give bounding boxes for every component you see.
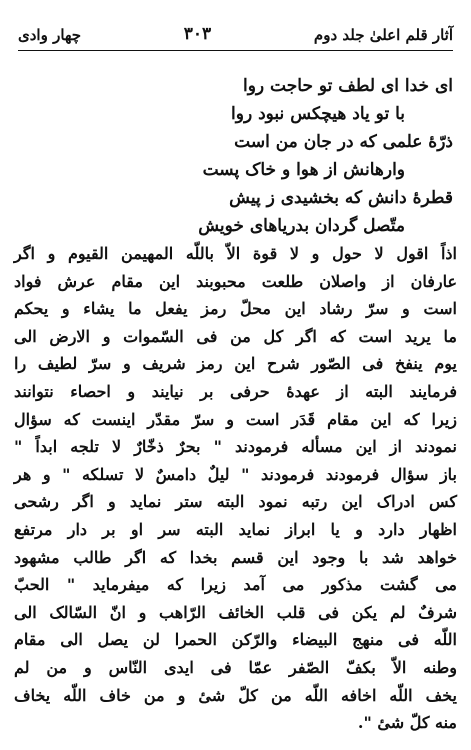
text-line: فرمایند البته از عهدهٔ حرفی بر نیایند و احصاء نتوانند	[14, 381, 457, 401]
poem-line: ای خدا ای لطف تو حاجت روا	[243, 76, 453, 96]
text-line: وطنه الاّ بکفّ الصّفر عمّا فی ایدی النّاس و من لم	[14, 657, 457, 677]
text-line: منه کلّ شیٔ ".	[357, 713, 457, 733]
poem-line: با تو یاد هیچکس نبود روا	[231, 104, 405, 124]
text-line: زیرا که این مقام قَدَر است و سرّ مقدّر اینست که سؤال	[14, 409, 457, 429]
text-line: یوم ینفخ فی الصّور شرح این رمز شریف و سرّ لطیف را	[14, 354, 457, 374]
text-line: عارفان از واصلان طلعت محبوبند این مقام عرش فواد	[14, 271, 457, 291]
poem-line: قطرهٔ دانش که بخشیدی ز پیش	[229, 188, 453, 208]
poem-line: ذرّهٔ علمی که در جان من است	[234, 132, 453, 152]
text-line: است و سرّ رشاد این محلّ رمز یفعل ما یشاء و یحکم	[14, 299, 458, 319]
text-line: باز سؤال فرمودند فرمودند " لیلٌ دامسٌ لا تسلکه " و هر	[14, 464, 458, 484]
text-line: اظهار دارد و یا ابراز نماید البته سر او بر دار مرتفع	[14, 519, 457, 539]
prose-paragraph	[14, 240, 457, 737]
poem-line: وارهانش از هوا و خاک پست	[202, 160, 405, 180]
header-rule	[18, 50, 453, 51]
book-title: آثار قلم اعلیٰ جلد دوم	[313, 26, 453, 44]
text-line: کس ادراک این رتبه نمود البته ستر نماید و اگر رشحی	[14, 492, 457, 512]
text-line: می گشت مذکور می آمد زیرا که میفرماید " الحبّ	[14, 575, 457, 595]
text-line: نمودند از این مسأله فرمودند " بحرٌ ذخّارٌ لا تلجه ابداً "	[14, 437, 457, 457]
running-header	[18, 10, 453, 44]
poem-line: متّصل گردان بدریاهای خویش	[198, 216, 405, 236]
text-line: اللّه فی منهج البیضاء والرّکن الحمرا لن یصل الی مقام	[14, 630, 458, 650]
section-title: چهار وادی	[18, 26, 82, 44]
text-line: اذاً اقول لا حول و لا قوة الاّ باللّه المهیمن القیوم و اگر	[14, 244, 457, 263]
text-line: خواهد شد با وجود این قسم بخدا که اگر طالب مشهود	[14, 547, 457, 567]
text-line: ما یرید است که اگر کل من فی السّموات و الارض الی	[14, 326, 457, 346]
poem-block	[20, 72, 453, 240]
text-line: یخف اللّه اخافه اللّه من کلّ شیٔ و من خاف اللّه یخاف	[14, 685, 457, 705]
text-line: شرفٌ لم یکن فی قلب الخائف الرّاهب و انّ السّالک الی	[14, 602, 457, 622]
page-number: ۳۰۳	[183, 24, 212, 44]
